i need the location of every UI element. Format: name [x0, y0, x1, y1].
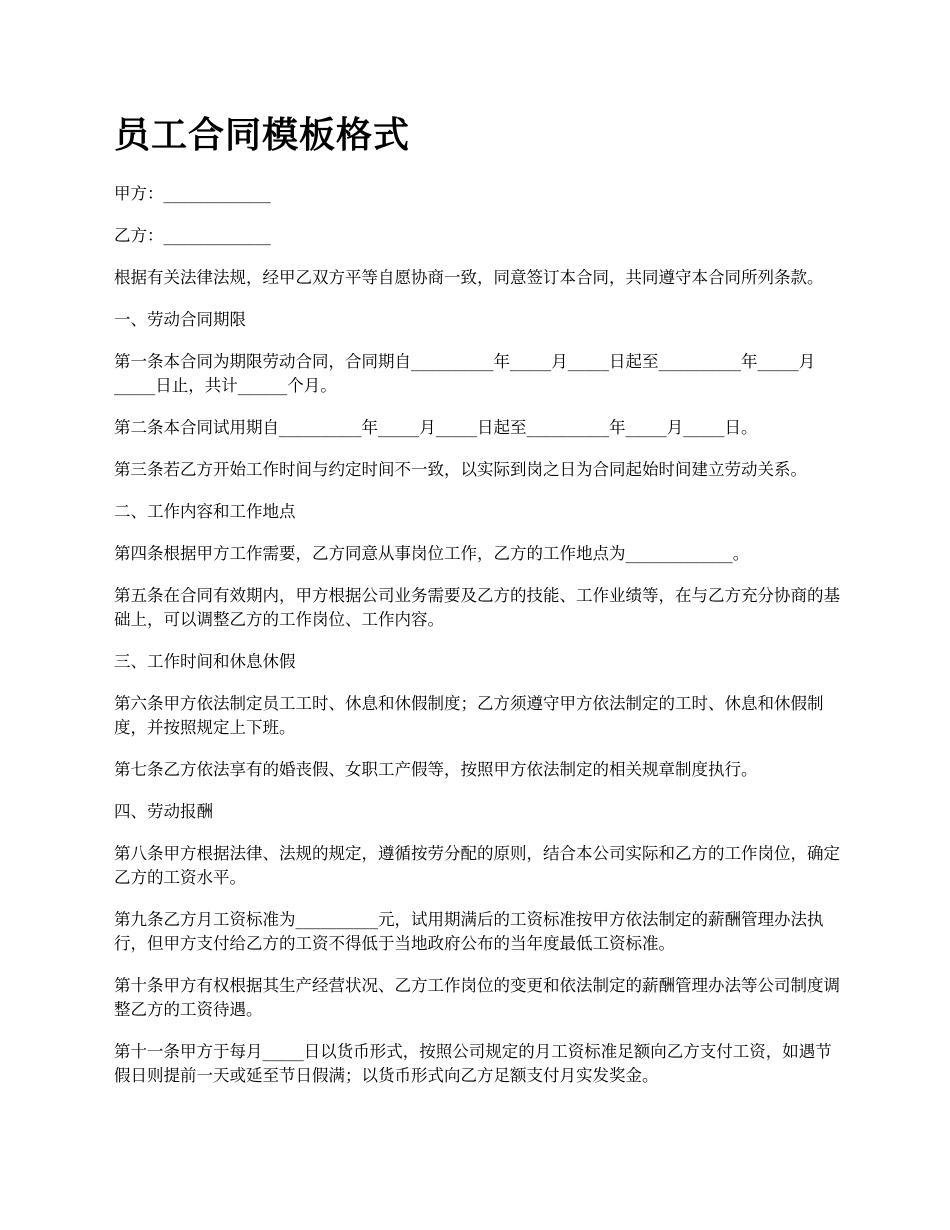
article-8: 第八条甲方根据法律、法规的规定，遵循按劳分配的原则，结合本公司实际和乙方的工作岗位，确定乙方的工资水平。	[114, 844, 840, 887]
section-heading-work-hours: 三、工作时间和休息休假	[114, 652, 296, 671]
party-b-line: 乙方：_____________	[114, 226, 271, 245]
section-heading-remuneration: 四、劳动报酬	[114, 802, 213, 821]
article-5: 第五条在合同有效期内，甲方根据公司业务需要及乙方的技能、工作业绩等，在与乙方充分协商的基础上，可以调整乙方的工作岗位、工作内容。	[114, 586, 840, 629]
article-4: 第四条根据甲方工作需要，乙方同意从事岗位工作，乙方的工作地点为_____________。	[114, 544, 750, 563]
article-7: 第七条乙方依法享有的婚丧假、女职工产假等，按照甲方依法制定的相关规章制度执行。	[114, 760, 758, 779]
article-10: 第十条甲方有权根据其生产经营状况、乙方工作岗位的变更和依法制定的薪酬管理办法等公司制度调整乙方的工资待遇。	[114, 976, 840, 1019]
preamble-paragraph: 根据有关法律法规，经甲乙双方平等自愿协商一致，同意签订本合同，共同遵守本合同所列条款。	[114, 268, 824, 287]
section-heading-work-content: 二、工作内容和工作地点	[114, 502, 296, 521]
article-1: 第一条本合同为期限劳动合同，合同期自__________年_____月_____日起至__________年_____月_____日止，共计______个月。	[114, 352, 816, 395]
article-6: 第六条甲方依法制定员工工时、休息和休假制度；乙方须遵守甲方依法制定的工时、休息和休假制度，并按照规定上下班。	[114, 694, 824, 737]
document-title: 员工合同模板格式	[114, 115, 411, 156]
section-heading-term: 一、劳动合同期限	[114, 310, 246, 329]
article-3: 第三条若乙方开始工作时间与约定时间不一致，以实际到岗之日为合同起始时间建立劳动关系。	[114, 460, 807, 479]
party-a-line: 甲方：_____________	[114, 184, 271, 203]
article-11: 第十一条甲方于每月_____日以货币形式，按照公司规定的月工资标准足额向乙方支付工资，如遇节假日则提前一天或延至节日假满；以货币形式向乙方足额支付月实发奖金。	[114, 1042, 832, 1085]
article-2: 第二条本合同试用期自__________年_____月_____日起至__________年_____月_____日。	[114, 418, 758, 437]
article-9: 第九条乙方月工资标准为__________元，试用期满后的工资标准按甲方依法制定的薪酬管理办法执行，但甲方支付给乙方的工资不得低于当地政府公布的当年度最低工资标准。	[114, 910, 824, 953]
